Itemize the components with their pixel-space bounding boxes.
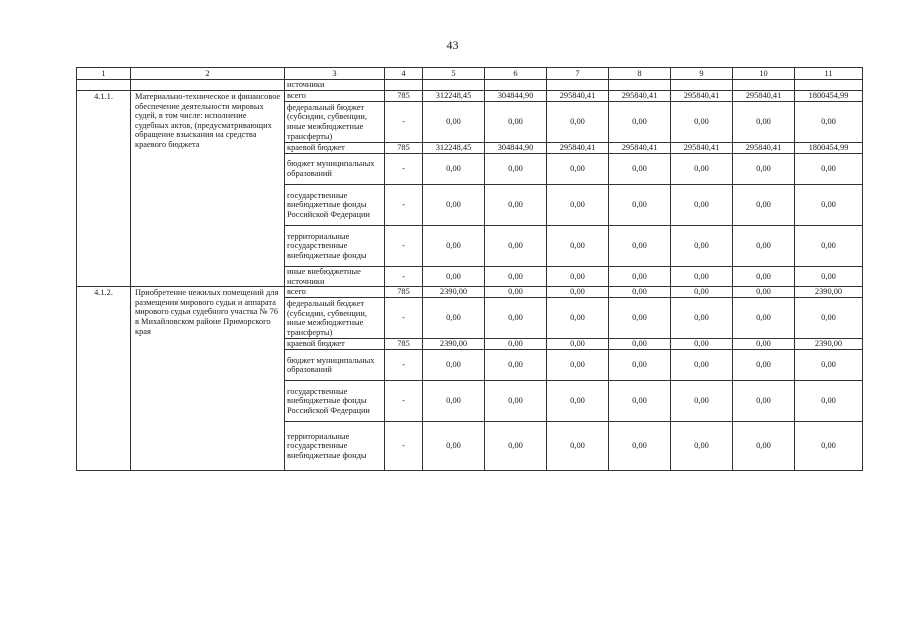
column-header: 2 <box>131 68 285 80</box>
value-cell: 0,00 <box>609 185 671 226</box>
source-cell: бюджет муниципальных образований <box>285 350 385 381</box>
value-cell: 0,00 <box>671 185 733 226</box>
column-number-row <box>77 68 863 80</box>
value-cell: 0,00 <box>795 422 863 471</box>
empty-cell <box>733 80 795 91</box>
value-cell: 0,00 <box>485 381 547 422</box>
value-cell: 0,00 <box>547 102 609 143</box>
value-cell: 0,00 <box>423 154 485 185</box>
value-cell: 295840,41 <box>609 143 671 154</box>
value-cell: 0,00 <box>485 422 547 471</box>
value-cell: 295840,41 <box>547 143 609 154</box>
value-cell: 312248,45 <box>423 143 485 154</box>
value-cell: 0,00 <box>795 298 863 339</box>
value-cell: 0,00 <box>609 422 671 471</box>
value-cell: 0,00 <box>485 267 547 287</box>
source-cell: государственные внебюджетные фонды Российской Федерации <box>285 185 385 226</box>
value-cell: 304844,90 <box>485 143 547 154</box>
code-cell: - <box>385 226 423 267</box>
value-cell: 0,00 <box>609 350 671 381</box>
value-cell: 0,00 <box>733 226 795 267</box>
value-cell: 0,00 <box>671 226 733 267</box>
code-cell: - <box>385 422 423 471</box>
value-cell: 0,00 <box>547 154 609 185</box>
value-cell: 0,00 <box>485 287 547 298</box>
empty-cell <box>547 80 609 91</box>
value-cell: 0,00 <box>547 350 609 381</box>
value-cell: 295840,41 <box>733 143 795 154</box>
column-header: 10 <box>733 68 795 80</box>
value-cell: 0,00 <box>609 102 671 143</box>
value-cell: 0,00 <box>609 226 671 267</box>
value-cell: 295840,41 <box>671 143 733 154</box>
value-cell: 0,00 <box>609 339 671 350</box>
value-cell: 0,00 <box>671 287 733 298</box>
value-cell: 0,00 <box>795 185 863 226</box>
code-cell: - <box>385 267 423 287</box>
value-cell: 0,00 <box>733 339 795 350</box>
value-cell: 0,00 <box>547 226 609 267</box>
table-row <box>77 91 863 102</box>
source-cell: территориальные государственные внебюджетные фонды <box>285 422 385 471</box>
value-cell: 0,00 <box>671 350 733 381</box>
value-cell: 0,00 <box>423 350 485 381</box>
value-cell: 0,00 <box>795 102 863 143</box>
section-title: Приобретение нежилых помещений для размещения мирового судьи и аппарата мирового судьи судебного участка № 76 в Михайловском районе Приморского края <box>131 287 285 471</box>
value-cell: 0,00 <box>671 381 733 422</box>
value-cell: 0,00 <box>485 339 547 350</box>
value-cell: 295840,41 <box>671 91 733 102</box>
value-cell: 0,00 <box>795 381 863 422</box>
value-cell: 295840,41 <box>609 91 671 102</box>
value-cell: 0,00 <box>671 267 733 287</box>
value-cell: 0,00 <box>609 381 671 422</box>
empty-cell <box>795 80 863 91</box>
value-cell: 0,00 <box>423 226 485 267</box>
code-cell: - <box>385 381 423 422</box>
source-cell: бюджет муниципальных образований <box>285 154 385 185</box>
value-cell: 0,00 <box>485 102 547 143</box>
code-cell: 785 <box>385 339 423 350</box>
empty-cell <box>131 80 285 91</box>
source-cell: всего <box>285 287 385 298</box>
empty-cell <box>485 80 547 91</box>
code-cell: 785 <box>385 287 423 298</box>
value-cell: 0,00 <box>423 422 485 471</box>
value-cell: 0,00 <box>733 298 795 339</box>
value-cell: 0,00 <box>671 298 733 339</box>
source-cell: иные внебюджетные источники <box>285 267 385 287</box>
value-cell: 312248,45 <box>423 91 485 102</box>
source-cell: федеральный бюджет (субсидии, субвенции, иные межбюджетные трансферты) <box>285 298 385 339</box>
value-cell: 0,00 <box>485 154 547 185</box>
value-cell: 0,00 <box>671 339 733 350</box>
value-cell: 0,00 <box>733 154 795 185</box>
table-row <box>77 287 863 298</box>
column-header: 1 <box>77 68 131 80</box>
column-header: 3 <box>285 68 385 80</box>
column-header: 5 <box>423 68 485 80</box>
value-cell: 0,00 <box>609 298 671 339</box>
value-cell: 0,00 <box>733 422 795 471</box>
value-cell: 304844,90 <box>485 91 547 102</box>
value-cell: 0,00 <box>547 381 609 422</box>
source-cell: федеральный бюджет (субсидии, субвенции, иные межбюджетные трансферты) <box>285 102 385 143</box>
value-cell: 0,00 <box>423 381 485 422</box>
code-cell: - <box>385 350 423 381</box>
source-cell: краевой бюджет <box>285 143 385 154</box>
value-cell: 2390,00 <box>423 339 485 350</box>
value-cell: 0,00 <box>423 185 485 226</box>
value-cell: 0,00 <box>423 298 485 339</box>
value-cell: 0,00 <box>485 350 547 381</box>
value-cell: 295840,41 <box>547 91 609 102</box>
value-cell: 0,00 <box>423 267 485 287</box>
value-cell: 0,00 <box>795 267 863 287</box>
code-cell: - <box>385 154 423 185</box>
value-cell: 0,00 <box>671 154 733 185</box>
source-cell: всего <box>285 91 385 102</box>
value-cell: 0,00 <box>795 226 863 267</box>
source-cell: краевой бюджет <box>285 339 385 350</box>
value-cell: 0,00 <box>485 298 547 339</box>
value-cell: 0,00 <box>609 154 671 185</box>
page-number: 43 <box>446 38 459 52</box>
empty-cell <box>385 80 423 91</box>
code-cell: - <box>385 185 423 226</box>
value-cell: 2390,00 <box>795 287 863 298</box>
code-cell: - <box>385 298 423 339</box>
code-cell: - <box>385 102 423 143</box>
value-cell: 0,00 <box>547 298 609 339</box>
value-cell: 0,00 <box>609 287 671 298</box>
value-cell: 0,00 <box>733 267 795 287</box>
section-title: Материально-техническое и финансовое обеспечение деятельности мировых судей, в том числе: исполнение судебных актов, (предусматривающих обращение взыскания на средства краевого бюджета <box>131 91 285 287</box>
column-header: 6 <box>485 68 547 80</box>
column-header: 7 <box>547 68 609 80</box>
source-cell: источники <box>285 80 385 91</box>
empty-cell <box>609 80 671 91</box>
source-cell: государственные внебюджетные фонды Российской Федерации <box>285 381 385 422</box>
section-code: 4.1.1. <box>77 91 131 287</box>
section-code: 4.1.2. <box>77 287 131 471</box>
value-cell: 0,00 <box>547 185 609 226</box>
budget-table <box>76 67 863 471</box>
value-cell: 0,00 <box>547 422 609 471</box>
value-cell: 0,00 <box>423 102 485 143</box>
empty-cell <box>671 80 733 91</box>
value-cell: 0,00 <box>547 339 609 350</box>
value-cell: 0,00 <box>733 102 795 143</box>
source-cell: территориальные государственные внебюджетные фонды <box>285 226 385 267</box>
code-cell: 785 <box>385 143 423 154</box>
value-cell: 0,00 <box>733 350 795 381</box>
empty-cell <box>77 80 131 91</box>
value-cell: 0,00 <box>733 287 795 298</box>
value-cell: 1800454,99 <box>795 143 863 154</box>
empty-cell <box>423 80 485 91</box>
value-cell: 295840,41 <box>733 91 795 102</box>
value-cell: 0,00 <box>733 185 795 226</box>
value-cell: 0,00 <box>671 422 733 471</box>
value-cell: 2390,00 <box>795 339 863 350</box>
code-cell: 785 <box>385 91 423 102</box>
value-cell: 0,00 <box>547 267 609 287</box>
value-cell: 0,00 <box>547 287 609 298</box>
value-cell: 0,00 <box>485 226 547 267</box>
value-cell: 0,00 <box>795 350 863 381</box>
value-cell: 0,00 <box>733 381 795 422</box>
value-cell: 0,00 <box>485 185 547 226</box>
value-cell: 2390,00 <box>423 287 485 298</box>
continuation-row <box>77 80 863 91</box>
value-cell: 0,00 <box>795 154 863 185</box>
column-header: 4 <box>385 68 423 80</box>
value-cell: 0,00 <box>609 267 671 287</box>
column-header: 9 <box>671 68 733 80</box>
column-header: 11 <box>795 68 863 80</box>
value-cell: 0,00 <box>671 102 733 143</box>
value-cell: 1800454,99 <box>795 91 863 102</box>
column-header: 8 <box>609 68 671 80</box>
